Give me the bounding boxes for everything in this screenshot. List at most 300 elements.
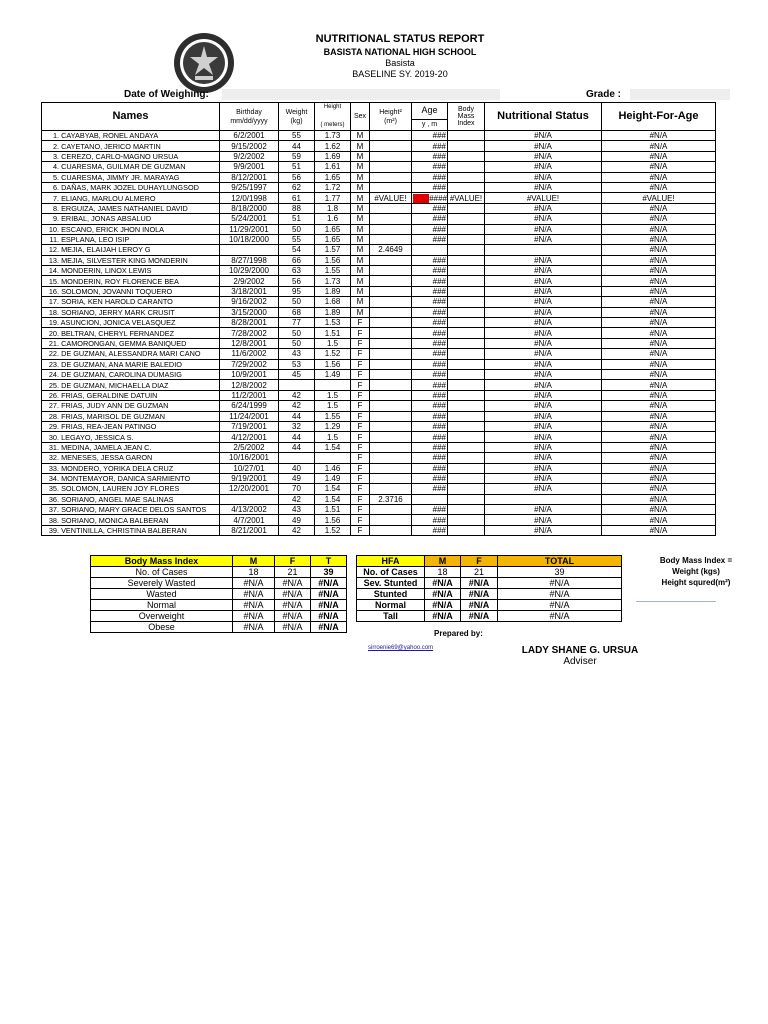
sex-cell[interactable]: F	[351, 442, 370, 452]
birthday-cell[interactable]: 2/5/2002	[220, 442, 279, 452]
height-for-age-cell[interactable]: #N/A	[602, 390, 716, 400]
height-cell[interactable]	[315, 380, 351, 390]
height-cell[interactable]: 1.52	[315, 349, 351, 359]
height-for-age-cell[interactable]: #N/A	[602, 276, 716, 286]
age-cell[interactable]: ###	[412, 515, 448, 525]
height-squared-cell[interactable]	[370, 369, 412, 379]
height-cell[interactable]: 1.56	[315, 359, 351, 369]
height-for-age-cell[interactable]: #N/A	[602, 421, 716, 431]
height-cell[interactable]: 1.49	[315, 473, 351, 483]
height-cell[interactable]: 1.55	[315, 411, 351, 421]
height-squared-cell[interactable]	[370, 411, 412, 421]
bmi-cell[interactable]	[448, 131, 485, 141]
height-for-age-cell[interactable]: #N/A	[602, 505, 716, 515]
birthday-cell[interactable]: 11/2/2001	[220, 390, 279, 400]
height-squared-cell[interactable]	[370, 525, 412, 535]
height-cell[interactable]: 1.46	[315, 463, 351, 473]
sex-cell[interactable]: F	[351, 349, 370, 359]
nutritional-status-cell[interactable]: #VALUE!	[485, 193, 602, 203]
height-squared-cell[interactable]	[370, 276, 412, 286]
birthday-cell[interactable]: 12/20/2001	[220, 484, 279, 494]
height-for-age-cell[interactable]: #N/A	[602, 131, 716, 141]
age-cell[interactable]: #######	[412, 193, 448, 203]
age-cell[interactable]: ###	[412, 266, 448, 276]
nutritional-status-cell[interactable]: #N/A	[485, 307, 602, 317]
height-for-age-cell[interactable]: #N/A	[602, 318, 716, 328]
height-squared-cell[interactable]	[370, 266, 412, 276]
weight-cell[interactable]	[279, 380, 315, 390]
sex-cell[interactable]: F	[351, 369, 370, 379]
age-cell[interactable]: ###	[412, 224, 448, 234]
student-name[interactable]: 11. ESPLANA, LEO ISIP	[42, 234, 220, 244]
sex-cell[interactable]: M	[351, 224, 370, 234]
birthday-cell[interactable]: 9/19/2001	[220, 473, 279, 483]
height-squared-cell[interactable]	[370, 442, 412, 452]
birthday-cell[interactable]: 7/28/2002	[220, 328, 279, 338]
nutritional-status-cell[interactable]: #N/A	[485, 463, 602, 473]
nutritional-status-cell[interactable]: #N/A	[485, 318, 602, 328]
height-squared-cell[interactable]: 2.4649	[370, 245, 412, 255]
height-for-age-cell[interactable]: #N/A	[602, 162, 716, 172]
birthday-cell[interactable]: 10/16/2001	[220, 453, 279, 463]
birthday-cell[interactable]: 12/8/2002	[220, 380, 279, 390]
student-name[interactable]: 6. DAÑAS, MARK JOZEL DUHAYLUNGSOD	[42, 182, 220, 192]
student-name[interactable]: 8. ERGUIZA, JAMES NATHANIEL DAVID	[42, 203, 220, 213]
height-for-age-cell[interactable]: #N/A	[602, 369, 716, 379]
weight-cell[interactable]: 44	[279, 442, 315, 452]
bmi-cell[interactable]	[448, 432, 485, 442]
height-cell[interactable]: 1.52	[315, 525, 351, 535]
bmi-cell[interactable]	[448, 328, 485, 338]
sex-cell[interactable]: F	[351, 411, 370, 421]
height-for-age-cell[interactable]: #N/A	[602, 224, 716, 234]
sex-cell[interactable]: M	[351, 245, 370, 255]
student-name[interactable]: 5. CUARESMA, JIMMY JR. MARAYAG	[42, 172, 220, 182]
age-cell[interactable]: ###	[412, 401, 448, 411]
height-cell[interactable]: 1.55	[315, 266, 351, 276]
birthday-cell[interactable]: 10/9/2001	[220, 369, 279, 379]
sex-cell[interactable]: F	[351, 494, 370, 504]
birthday-cell[interactable]: 9/25/1997	[220, 182, 279, 192]
student-name[interactable]: 2. CAYETANO, JERICO MARTIN	[42, 141, 220, 151]
height-squared-cell[interactable]	[370, 328, 412, 338]
sex-cell[interactable]: F	[351, 390, 370, 400]
height-for-age-cell[interactable]: #N/A	[602, 525, 716, 535]
bmi-cell[interactable]	[448, 453, 485, 463]
weight-cell[interactable]: 50	[279, 338, 315, 348]
height-squared-cell[interactable]: #VALUE!	[370, 193, 412, 203]
height-squared-cell[interactable]	[370, 297, 412, 307]
height-for-age-cell[interactable]: #N/A	[602, 349, 716, 359]
nutritional-status-cell[interactable]: #N/A	[485, 359, 602, 369]
nutritional-status-cell[interactable]: #N/A	[485, 515, 602, 525]
nutritional-status-cell[interactable]: #N/A	[485, 182, 602, 192]
height-for-age-cell[interactable]: #N/A	[602, 453, 716, 463]
height-for-age-cell[interactable]: #N/A	[602, 484, 716, 494]
height-cell[interactable]: 1.54	[315, 442, 351, 452]
student-name[interactable]: 21. CAMORONGAN, GEMMA BANIQUED	[42, 338, 220, 348]
weight-cell[interactable]: 50	[279, 297, 315, 307]
height-squared-cell[interactable]	[370, 505, 412, 515]
height-squared-cell[interactable]	[370, 349, 412, 359]
height-for-age-cell[interactable]: #N/A	[602, 328, 716, 338]
student-name[interactable]: 29. FRIAS, REA-JEAN PATINGO	[42, 421, 220, 431]
height-cell[interactable]: 1.89	[315, 307, 351, 317]
weight-cell[interactable]: 88	[279, 203, 315, 213]
bmi-cell[interactable]	[448, 484, 485, 494]
birthday-cell[interactable]: 3/18/2001	[220, 286, 279, 296]
height-squared-cell[interactable]	[370, 286, 412, 296]
nutritional-status-cell[interactable]: #N/A	[485, 411, 602, 421]
height-squared-cell[interactable]	[370, 162, 412, 172]
height-cell[interactable]: 1.68	[315, 297, 351, 307]
height-squared-cell[interactable]: 2.3716	[370, 494, 412, 504]
bmi-cell[interactable]	[448, 505, 485, 515]
weight-cell[interactable]: 63	[279, 266, 315, 276]
weight-cell[interactable]: 62	[279, 182, 315, 192]
age-cell[interactable]: ###	[412, 286, 448, 296]
birthday-cell[interactable]: 9/2/2002	[220, 151, 279, 161]
age-cell[interactable]: ###	[412, 182, 448, 192]
email-link[interactable]: sirroenie69@yahoo.com	[368, 645, 434, 651]
birthday-cell[interactable]	[220, 494, 279, 504]
age-cell[interactable]: ###	[412, 421, 448, 431]
weight-cell[interactable]: 61	[279, 193, 315, 203]
student-name[interactable]: 38. SORIANO, MONICA BALBERAN	[42, 515, 220, 525]
sex-cell[interactable]: F	[351, 318, 370, 328]
nutritional-status-cell[interactable]: #N/A	[485, 453, 602, 463]
height-cell[interactable]: 1.5	[315, 338, 351, 348]
height-for-age-cell[interactable]: #N/A	[602, 297, 716, 307]
height-for-age-cell[interactable]: #N/A	[602, 172, 716, 182]
bmi-cell[interactable]	[448, 297, 485, 307]
age-cell[interactable]: ###	[412, 505, 448, 515]
height-squared-cell[interactable]	[370, 172, 412, 182]
student-name[interactable]: 4. CUARESMA, GUILMAR DE GUZMAN	[42, 162, 220, 172]
student-name[interactable]: 35. SOLOMON, LAUREN JOY FLORES	[42, 484, 220, 494]
bmi-cell[interactable]	[448, 359, 485, 369]
sex-cell[interactable]: M	[351, 214, 370, 224]
age-cell[interactable]: ###	[412, 484, 448, 494]
height-for-age-cell[interactable]: #N/A	[602, 338, 716, 348]
height-cell[interactable]: 1.69	[315, 151, 351, 161]
age-cell[interactable]: ###	[412, 380, 448, 390]
bmi-cell[interactable]: #VALUE!	[448, 193, 485, 203]
age-cell[interactable]: ###	[412, 255, 448, 265]
sex-cell[interactable]: F	[351, 463, 370, 473]
birthday-cell[interactable]: 12/0/1998	[220, 193, 279, 203]
height-squared-cell[interactable]	[370, 432, 412, 442]
height-cell[interactable]: 1.6	[315, 214, 351, 224]
bmi-cell[interactable]	[448, 255, 485, 265]
nutritional-status-cell[interactable]: #N/A	[485, 266, 602, 276]
height-cell[interactable]: 1.72	[315, 182, 351, 192]
height-cell[interactable]: 1.77	[315, 193, 351, 203]
weight-cell[interactable]: 42	[279, 390, 315, 400]
height-cell[interactable]: 1.5	[315, 432, 351, 442]
student-name[interactable]: 28. FRIAS, MARISOL DE GUZMAN	[42, 411, 220, 421]
weight-cell[interactable]: 56	[279, 172, 315, 182]
bmi-cell[interactable]	[448, 162, 485, 172]
height-for-age-cell[interactable]: #N/A	[602, 473, 716, 483]
age-cell[interactable]: ###	[412, 349, 448, 359]
bmi-cell[interactable]	[448, 151, 485, 161]
age-cell[interactable]: ###	[412, 203, 448, 213]
height-cell[interactable]: 1.65	[315, 234, 351, 244]
height-squared-cell[interactable]	[370, 141, 412, 151]
age-cell[interactable]: ###	[412, 359, 448, 369]
birthday-cell[interactable]: 4/13/2002	[220, 505, 279, 515]
height-cell[interactable]: 1.73	[315, 276, 351, 286]
birthday-cell[interactable]: 4/12/2001	[220, 432, 279, 442]
weight-cell[interactable]: 51	[279, 162, 315, 172]
bmi-cell[interactable]	[448, 276, 485, 286]
sex-cell[interactable]: M	[351, 307, 370, 317]
age-cell[interactable]: ###	[412, 525, 448, 535]
height-for-age-cell[interactable]: #N/A	[602, 255, 716, 265]
nutritional-status-cell[interactable]: #N/A	[485, 369, 602, 379]
birthday-cell[interactable]: 9/15/2002	[220, 141, 279, 151]
weight-cell[interactable]: 40	[279, 463, 315, 473]
height-cell[interactable]: 1.73	[315, 131, 351, 141]
bmi-cell[interactable]	[448, 307, 485, 317]
bmi-cell[interactable]	[448, 369, 485, 379]
age-cell[interactable]: ###	[412, 411, 448, 421]
bmi-cell[interactable]	[448, 411, 485, 421]
nutritional-status-cell[interactable]: #N/A	[485, 141, 602, 151]
birthday-cell[interactable]: 12/8/2001	[220, 338, 279, 348]
student-name[interactable]: 7. ELIANG, MARLOU ALMERO	[42, 193, 220, 203]
age-cell[interactable]: ###	[412, 214, 448, 224]
sex-cell[interactable]: M	[351, 255, 370, 265]
weight-cell[interactable]: 55	[279, 234, 315, 244]
height-squared-cell[interactable]	[370, 421, 412, 431]
sex-cell[interactable]: M	[351, 203, 370, 213]
nutritional-status-cell[interactable]: #N/A	[485, 484, 602, 494]
birthday-cell[interactable]: 9/9/2001	[220, 162, 279, 172]
student-name[interactable]: 17. SORIA, KEN HAROLD CARANTO	[42, 297, 220, 307]
sex-cell[interactable]: F	[351, 453, 370, 463]
student-name[interactable]: 12. MEJIA, ELAIJAH LEROY G	[42, 245, 220, 255]
height-cell[interactable]: 1.65	[315, 172, 351, 182]
weight-cell[interactable]: 54	[279, 245, 315, 255]
height-for-age-cell[interactable]: #N/A	[602, 245, 716, 255]
sex-cell[interactable]: M	[351, 266, 370, 276]
birthday-cell[interactable]: 10/18/2000	[220, 234, 279, 244]
birthday-cell[interactable]: 11/29/2001	[220, 224, 279, 234]
height-cell[interactable]: 1.8	[315, 203, 351, 213]
age-cell[interactable]: ###	[412, 463, 448, 473]
age-cell[interactable]: ###	[412, 307, 448, 317]
weight-cell[interactable]: 68	[279, 307, 315, 317]
birthday-cell[interactable]: 3/15/2000	[220, 307, 279, 317]
nutritional-status-cell[interactable]: #N/A	[485, 162, 602, 172]
bmi-cell[interactable]	[448, 182, 485, 192]
sex-cell[interactable]: M	[351, 193, 370, 203]
sex-cell[interactable]: M	[351, 151, 370, 161]
birthday-cell[interactable]: 8/27/1998	[220, 255, 279, 265]
sex-cell[interactable]: F	[351, 473, 370, 483]
student-name[interactable]: 13. MEJIA, SILVESTER KING MONDERIN	[42, 255, 220, 265]
age-cell[interactable]	[412, 494, 448, 504]
student-name[interactable]: 16. SOLOMON, JOVANNI TOQUERO	[42, 286, 220, 296]
birthday-cell[interactable]: 11/24/2001	[220, 411, 279, 421]
student-name[interactable]: 32. MENESES, JESSA GARON	[42, 453, 220, 463]
sex-cell[interactable]: F	[351, 484, 370, 494]
bmi-cell[interactable]	[448, 525, 485, 535]
height-for-age-cell[interactable]: #N/A	[602, 515, 716, 525]
height-squared-cell[interactable]	[370, 473, 412, 483]
birthday-cell[interactable]	[220, 245, 279, 255]
bmi-cell[interactable]	[448, 442, 485, 452]
height-squared-cell[interactable]	[370, 224, 412, 234]
height-squared-cell[interactable]	[370, 214, 412, 224]
age-cell[interactable]: ###	[412, 318, 448, 328]
nutritional-status-cell[interactable]: #N/A	[485, 224, 602, 234]
birthday-cell[interactable]: 8/12/2001	[220, 172, 279, 182]
birthday-cell[interactable]: 10/27/01	[220, 463, 279, 473]
bmi-cell[interactable]	[448, 338, 485, 348]
sex-cell[interactable]: F	[351, 338, 370, 348]
height-cell[interactable]: 1.56	[315, 255, 351, 265]
height-cell[interactable]: 1.5	[315, 401, 351, 411]
sex-cell[interactable]: F	[351, 515, 370, 525]
bmi-cell[interactable]	[448, 349, 485, 359]
sex-cell[interactable]: F	[351, 421, 370, 431]
student-name[interactable]: 25. DE GUZMAN, MICHAELLA DIAZ	[42, 380, 220, 390]
height-cell[interactable]: 1.56	[315, 515, 351, 525]
sex-cell[interactable]: F	[351, 359, 370, 369]
age-cell[interactable]: ###	[412, 453, 448, 463]
nutritional-status-cell[interactable]: #N/A	[485, 172, 602, 182]
nutritional-status-cell[interactable]: #N/A	[485, 473, 602, 483]
birthday-cell[interactable]: 9/16/2002	[220, 297, 279, 307]
height-for-age-cell[interactable]: #N/A	[602, 411, 716, 421]
bmi-cell[interactable]	[448, 390, 485, 400]
weight-cell[interactable]: 56	[279, 276, 315, 286]
student-name[interactable]: 24. DE GUZMAN, CAROLINA DUMASIG	[42, 369, 220, 379]
weight-cell[interactable]: 42	[279, 494, 315, 504]
weight-cell[interactable]: 51	[279, 214, 315, 224]
height-cell[interactable]: 1.51	[315, 328, 351, 338]
height-for-age-cell[interactable]: #N/A	[602, 307, 716, 317]
height-for-age-cell[interactable]: #N/A	[602, 442, 716, 452]
sex-cell[interactable]: F	[351, 380, 370, 390]
bmi-cell[interactable]	[448, 141, 485, 151]
weight-cell[interactable]: 45	[279, 369, 315, 379]
nutritional-status-cell[interactable]	[485, 245, 602, 255]
nutritional-status-cell[interactable]: #N/A	[485, 349, 602, 359]
student-name[interactable]: 31. MEDINA, JAMELA JEAN C.	[42, 442, 220, 452]
birthday-cell[interactable]: 7/29/2002	[220, 359, 279, 369]
nutritional-status-cell[interactable]: #N/A	[485, 214, 602, 224]
height-squared-cell[interactable]	[370, 151, 412, 161]
grade-input-cell[interactable]	[630, 89, 730, 100]
student-name[interactable]: 14. MONDERIN, LINOX LEWIS	[42, 266, 220, 276]
height-for-age-cell[interactable]: #N/A	[602, 286, 716, 296]
birthday-cell[interactable]: 8/28/2001	[220, 318, 279, 328]
nutritional-status-cell[interactable]: #N/A	[485, 432, 602, 442]
nutritional-status-cell[interactable]: #N/A	[485, 276, 602, 286]
nutritional-status-cell[interactable]: #N/A	[485, 151, 602, 161]
age-cell[interactable]: ###	[412, 234, 448, 244]
height-cell[interactable]: 1.65	[315, 224, 351, 234]
age-cell[interactable]	[412, 245, 448, 255]
height-squared-cell[interactable]	[370, 307, 412, 317]
weight-cell[interactable]: 42	[279, 525, 315, 535]
weight-cell[interactable]: 95	[279, 286, 315, 296]
birthday-cell[interactable]: 7/19/2001	[220, 421, 279, 431]
age-cell[interactable]: ###	[412, 131, 448, 141]
weight-cell[interactable]: 44	[279, 432, 315, 442]
birthday-cell[interactable]: 4/7/2001	[220, 515, 279, 525]
birthday-cell[interactable]: 5/24/2001	[220, 214, 279, 224]
weight-cell[interactable]: 43	[279, 505, 315, 515]
student-name[interactable]: 26. FRIAS, GERALDINE DATUIN	[42, 390, 220, 400]
sex-cell[interactable]: M	[351, 162, 370, 172]
weight-cell[interactable]: 43	[279, 349, 315, 359]
sex-cell[interactable]: F	[351, 328, 370, 338]
nutritional-status-cell[interactable]	[485, 494, 602, 504]
sex-cell[interactable]: M	[351, 172, 370, 182]
weight-cell[interactable]: 66	[279, 255, 315, 265]
sex-cell[interactable]: M	[351, 234, 370, 244]
height-squared-cell[interactable]	[370, 131, 412, 141]
nutritional-status-cell[interactable]: #N/A	[485, 380, 602, 390]
height-for-age-cell[interactable]: #N/A	[602, 151, 716, 161]
height-squared-cell[interactable]	[370, 203, 412, 213]
sex-cell[interactable]: F	[351, 432, 370, 442]
height-for-age-cell[interactable]: #N/A	[602, 203, 716, 213]
student-name[interactable]: 23. DE GUZMAN, ANA MARIE BALEDIO	[42, 359, 220, 369]
height-cell[interactable]: 1.57	[315, 245, 351, 255]
height-squared-cell[interactable]	[370, 338, 412, 348]
nutritional-status-cell[interactable]: #N/A	[485, 328, 602, 338]
height-cell[interactable]: 1.54	[315, 484, 351, 494]
student-name[interactable]: 33. MONDERO, YORIKA DELA CRUZ	[42, 463, 220, 473]
sex-cell[interactable]: M	[351, 297, 370, 307]
bmi-cell[interactable]	[448, 234, 485, 244]
height-squared-cell[interactable]	[370, 255, 412, 265]
student-name[interactable]: 9. ERIBAL, JONAS ABSALUD	[42, 214, 220, 224]
height-cell[interactable]: 1.62	[315, 141, 351, 151]
sex-cell[interactable]: M	[351, 141, 370, 151]
height-for-age-cell[interactable]: #N/A	[602, 380, 716, 390]
birthday-cell[interactable]: 8/21/2001	[220, 525, 279, 535]
sex-cell[interactable]: F	[351, 401, 370, 411]
birthday-cell[interactable]: 10/29/2000	[220, 266, 279, 276]
birthday-cell[interactable]: 6/2/2001	[220, 131, 279, 141]
bmi-cell[interactable]	[448, 203, 485, 213]
bmi-cell[interactable]	[448, 318, 485, 328]
weight-cell[interactable]: 49	[279, 473, 315, 483]
student-name[interactable]: 10. ESCANO, ERICK JHON INOLA	[42, 224, 220, 234]
student-name[interactable]: 19. ASUNCION, JONICA VELASQUEZ	[42, 318, 220, 328]
height-cell[interactable]: 1.54	[315, 494, 351, 504]
bmi-cell[interactable]	[448, 380, 485, 390]
weight-cell[interactable]: 44	[279, 411, 315, 421]
height-for-age-cell[interactable]: #N/A	[602, 141, 716, 151]
age-cell[interactable]: ###	[412, 162, 448, 172]
age-cell[interactable]: ###	[412, 151, 448, 161]
height-squared-cell[interactable]	[370, 359, 412, 369]
student-name[interactable]: 34. MONTEMAYOR, DANICA SARMIENTO	[42, 473, 220, 483]
nutritional-status-cell[interactable]: #N/A	[485, 297, 602, 307]
weight-cell[interactable]: 50	[279, 224, 315, 234]
nutritional-status-cell[interactable]: #N/A	[485, 442, 602, 452]
height-cell[interactable]: 1.29	[315, 421, 351, 431]
nutritional-status-cell[interactable]: #N/A	[485, 234, 602, 244]
